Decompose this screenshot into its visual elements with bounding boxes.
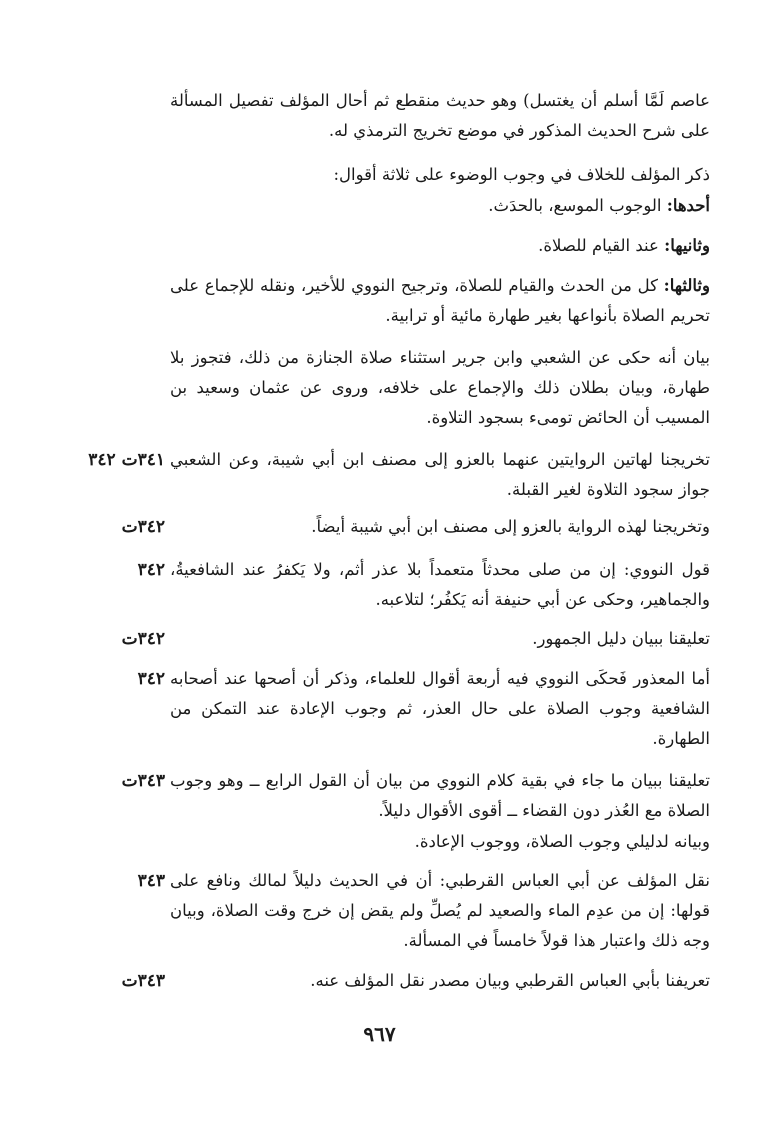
entry-text: [170, 191, 710, 221]
entry-text: تعليقنا ببيان ما جاء في بقية كلام النووي من بيان أن القول الرابع ــ وهو وجوب الصلاة مع العُذر دون القضاء ــ أقوى الأقوال دليلاً.: [170, 771, 710, 820]
page-number: ٩٦٧: [363, 1022, 396, 1046]
entry-body: الوجوب الموسع، بالحدَث.: [488, 196, 667, 215]
entry-text: بيان أنه حكى عن الشعبي وابن جرير استثناء صلاة الجنازة من ذلك، فتجوز بلا طهارة، وبيان بطلان ذلك والإجماع على خلافه، وروى عن عثمان وسعيد بن المسيب أن الحائض تومىء بسجود التلاوة.: [170, 348, 710, 427]
entry-text: تخريجنا لهاتين الروايتين عنهما بالعزو إلى مصنف ابن أبي شيبة، وعن الشعبي جواز سجود التلاوة لغير القبلة.: [170, 450, 710, 499]
entry-text: عاصم لَمَّا أسلم أن يغتسل) وهو حديث منقطع ثم أحال المؤلف تفصيل المسألة على شرح الحديث المذكور في موضع تخريج الترمذي له.: [170, 91, 710, 140]
entry-page-ref: ٣٤٣ت: [121, 971, 165, 991]
entry-text: قول النووي: إن من صلى محدثاً متعمداً بلا عذر أثم، ولا يَكفرُ عند الشافعيةُ، والجماهير، وحكى عن أبي حنيفة أنه يَكفُر؛ لتلاعبه.: [170, 560, 710, 609]
entry-text: أما المعذور فَحكَى النووي فيه أربعة أقوال للعلماء، وذكر أن أصحها عند أصحابه الشافعية وجوب الصلاة على حال العذر، ثم وجوب الإعادة عند التمكن من الطهارة.: [170, 669, 710, 748]
entry-label: وثالثها:: [663, 276, 710, 295]
entry-text: ذكر المؤلف للخلاف في وجوب الوضوء على ثلاثة أقوال:: [333, 165, 710, 184]
entry-text: تعليقنا ببيان دليل الجمهور.: [532, 629, 710, 648]
entry-page-ref: ٣٤٣: [137, 871, 165, 891]
entry-text: نقل المؤلف عن أبي العباس القرطبي: أن في الحديث دليلاً لمالك ونافع على قولها: إن من عدِم الماء والصعيد لم يُصلِّ ولم يقض إن خرج وقت الصلاة، وبيان وجه ذلك واعتبار هذا قولاً خامساً في المسألة.: [170, 871, 710, 950]
entry-page-ref: ٣٤٣ت: [121, 771, 165, 791]
entry-text: تعريفنا بأبي العباس القرطبي وبيان مصدر نقل المؤلف عنه.: [310, 971, 710, 990]
entry-body: كل من الحدث والقيام للصلاة، وترجيح النووي للأخير، ونقله للإجماع على تحريم الصلاة بأنواعها بغير طهارة مائية أو ترابية.: [170, 276, 710, 325]
entry-body: عند القيام للصلاة.: [538, 236, 665, 255]
entry-page-ref: ٣٤١ت ٣٤٢: [88, 450, 165, 470]
entry-page-ref: ٣٤٢: [137, 669, 165, 689]
entry-page-ref: ٣٤٢: [137, 560, 165, 580]
entry-text: وتخريجنا لهذه الرواية بالعزو إلى مصنف ابن أبي شيبة أيضاً.: [311, 517, 710, 536]
entry-page-ref: ٣٤٢ت: [121, 629, 165, 649]
entry-text: وبيانه لدليلي وجوب الصلاة، ووجوب الإعادة.: [414, 832, 710, 851]
entry-text: [170, 271, 710, 331]
entry-page-ref: ٣٤٢ت: [121, 517, 165, 537]
entry-label: أحدها:: [666, 196, 710, 215]
entry-text: [170, 231, 710, 261]
entry-label: وثانيها:: [664, 236, 710, 255]
